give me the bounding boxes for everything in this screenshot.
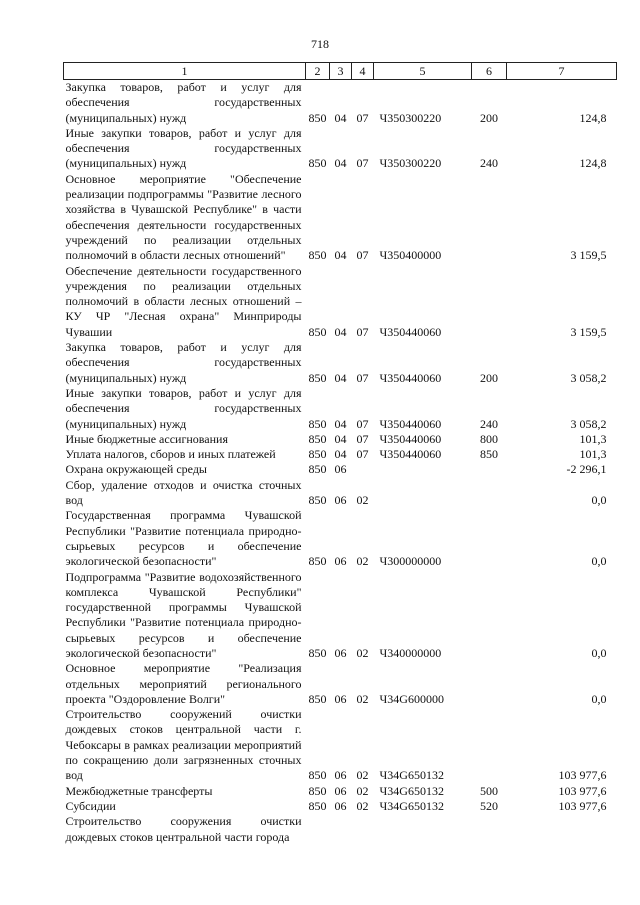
row-sum: 0,0 (591, 691, 607, 706)
row-sum: 124,8 (579, 110, 607, 125)
row-csr: Ч350400000 (379, 248, 442, 263)
row-sum: 101,3 (579, 447, 607, 462)
row-pr: 07 (356, 156, 369, 171)
table-row (64, 172, 617, 264)
row-gr: 850 (308, 431, 327, 446)
row-gr: 850 (308, 645, 327, 660)
row-pr (352, 814, 374, 845)
row-vr (472, 478, 507, 509)
row-vr: 500 (480, 783, 498, 798)
row-rz: 04 (334, 431, 347, 446)
row-gr: 850 (308, 493, 327, 508)
row-vr: 850 (480, 447, 498, 462)
row-rz: 06 (334, 691, 347, 706)
row-vr (472, 264, 507, 340)
row-rz: 06 (334, 768, 347, 783)
budget-table (63, 62, 617, 845)
column-header: 3 (330, 63, 352, 80)
row-name: Субсидии (65, 798, 116, 813)
column-header: 2 (306, 63, 330, 80)
column-header: 1 (64, 63, 306, 80)
table-row (64, 80, 617, 126)
row-sum: 124,8 (579, 156, 607, 171)
row-vr: 800 (480, 431, 498, 446)
row-pr: 02 (356, 783, 369, 798)
row-sum: 3 058,2 (570, 416, 607, 431)
table-row (64, 799, 617, 814)
row-rz: 04 (334, 110, 347, 125)
row-pr: 07 (356, 416, 369, 431)
row-sum: 3 058,2 (570, 370, 607, 385)
row-sum: 0,0 (591, 554, 607, 569)
row-gr: 850 (308, 156, 327, 171)
row-gr: 850 (308, 691, 327, 706)
row-name: Подпрограмма "Развитие водохозяйственного комплекса Чувашской Республики" государственной программы Чувашской Республики "Развитие потенциала природно-сырьевых ресурсов и обеспечение экологической безопасности" (65, 569, 302, 660)
row-rz: 06 (334, 645, 347, 660)
row-csr: Ч34G600000 (379, 691, 444, 706)
row-csr: Ч340000000 (379, 645, 442, 660)
table-row (64, 386, 617, 432)
row-csr: Ч350440060 (379, 324, 442, 339)
row-gr: 850 (308, 416, 327, 431)
column-header: 7 (507, 63, 617, 80)
row-rz: 06 (334, 554, 347, 569)
row-csr: Ч34G650132 (379, 768, 444, 783)
column-header: 5 (374, 63, 472, 80)
row-name: Иные бюджетные ассигнования (65, 431, 228, 446)
row-pr: 02 (356, 554, 369, 569)
row-vr (472, 661, 507, 707)
row-name: Закупка товаров, работ и услуг для обеспечения государственных (муниципальных) нужд (65, 80, 302, 125)
table-row (64, 478, 617, 509)
row-rz: 04 (334, 156, 347, 171)
row-pr: 07 (356, 248, 369, 263)
table-row (64, 447, 617, 462)
row-sum: 103 977,6 (558, 783, 607, 798)
table-row (64, 462, 617, 477)
row-csr: Ч350440060 (379, 416, 442, 431)
row-name: Обеспечение деятельности государственного учреждения по реализации отдельных полномочий в области лесных отношений – КУ ЧР "Лесная охрана" Минприроды Чувашии (65, 263, 302, 339)
row-rz (330, 814, 352, 845)
row-pr: 07 (356, 324, 369, 339)
column-header: 4 (352, 63, 374, 80)
row-rz: 04 (334, 248, 347, 263)
table-row (64, 432, 617, 447)
row-vr (472, 570, 507, 662)
row-pr: 07 (356, 431, 369, 446)
table-row (64, 570, 617, 662)
table-row (64, 661, 617, 707)
row-gr: 850 (308, 370, 327, 385)
row-sum: 0,0 (591, 493, 607, 508)
row-sum: 103 977,6 (558, 768, 607, 783)
row-vr (472, 508, 507, 569)
row-gr: 850 (308, 110, 327, 125)
row-name: Государственная программа Чувашской Республики "Развитие потенциала природно-сырьевых ресурсов и обеспечение экологической безопасности" (65, 508, 302, 569)
row-name: Охрана окружающей среды (65, 462, 207, 477)
row-name: Иные закупки товаров, работ и услуг для обеспечения государственных (муниципальных) нужд (65, 385, 302, 431)
table-row (64, 264, 617, 340)
table-row (64, 784, 617, 799)
row-csr (374, 814, 472, 845)
row-csr: Ч350440060 (379, 447, 442, 462)
row-name: Основное мероприятие "Реализация отдельных мероприятий регионального проекта "Оздоровление Волги" (65, 661, 302, 706)
row-csr (374, 478, 472, 509)
row-csr: Ч350440060 (379, 431, 442, 446)
header-row (64, 63, 617, 80)
row-rz: 06 (334, 783, 347, 798)
table-row (64, 126, 617, 172)
column-header: 6 (472, 63, 507, 80)
row-pr: 02 (356, 798, 369, 813)
row-csr: Ч350300220 (379, 156, 442, 171)
row-sum: 3 159,5 (570, 248, 607, 263)
row-rz: 04 (334, 416, 347, 431)
table-row (64, 707, 617, 783)
row-csr (374, 462, 472, 477)
row-gr: 850 (308, 324, 327, 339)
row-gr: 850 (308, 447, 327, 462)
row-csr: Ч350440060 (379, 370, 442, 385)
row-name: Строительство сооружений очистки дождевых стоков центральной части г. Чебоксары в рамках реализации мероприятий по сокращению доли загрязненных сточных вод (65, 707, 302, 783)
row-vr (472, 707, 507, 783)
row-vr (472, 172, 507, 264)
page-number: 718 (311, 37, 329, 51)
row-gr: 850 (308, 783, 327, 798)
row-sum: -2 296,1 (566, 462, 607, 477)
row-name: Межбюджетные трансферты (65, 783, 213, 798)
row-gr: 850 (308, 554, 327, 569)
row-sum: 0,0 (591, 645, 607, 660)
row-vr: 200 (480, 110, 498, 125)
row-name: Иные закупки товаров, работ и услуг для обеспечения государственных (муниципальных) нужд (65, 125, 302, 171)
row-gr: 850 (308, 798, 327, 813)
row-name: Сбор, удаление отходов и очистка сточных вод (65, 477, 302, 508)
row-csr: Ч300000000 (379, 554, 442, 569)
row-pr: 07 (356, 447, 369, 462)
row-vr: 200 (480, 370, 498, 385)
row-name: Строительство сооружения очистки дождевых стоков центральной части города (65, 814, 302, 844)
row-vr (472, 814, 507, 845)
row-gr (306, 814, 330, 845)
row-pr (352, 462, 374, 477)
row-csr: Ч34G650132 (379, 798, 444, 813)
row-csr: Ч350300220 (379, 110, 442, 125)
row-pr: 07 (356, 110, 369, 125)
row-pr: 02 (356, 645, 369, 660)
row-vr: 240 (480, 416, 498, 431)
row-csr: Ч34G650132 (379, 783, 444, 798)
row-sum: 101,3 (579, 431, 607, 446)
table-row (64, 340, 617, 386)
row-name: Закупка товаров, работ и услуг для обеспечения государственных (муниципальных) нужд (65, 340, 302, 385)
row-name: Основное мероприятие "Обеспечение реализации подпрограммы "Развитие лесного хозяйства в Чувашской Республике" в части обеспечения деятельности государственных учреждений по реализации отдельных полномочий в области лесных отношений" (65, 171, 302, 263)
row-pr: 02 (356, 493, 369, 508)
row-rz: 04 (334, 370, 347, 385)
row-name: Уплата налогов, сборов и иных платежей (65, 447, 276, 462)
row-pr: 02 (356, 691, 369, 706)
row-pr: 02 (356, 768, 369, 783)
row-rz: 06 (334, 493, 347, 508)
row-gr: 850 (308, 462, 327, 477)
row-gr: 850 (308, 768, 327, 783)
row-rz: 04 (334, 447, 347, 462)
row-vr (472, 462, 507, 477)
row-pr: 07 (356, 370, 369, 385)
row-vr: 520 (480, 798, 498, 813)
row-rz: 06 (334, 798, 347, 813)
row-sum: 3 159,5 (570, 324, 607, 339)
table-row (64, 814, 617, 845)
row-sum: 103 977,6 (558, 798, 607, 813)
row-vr: 240 (480, 156, 498, 171)
table-row (64, 508, 617, 569)
row-sum (507, 814, 617, 845)
row-rz: 06 (334, 462, 347, 477)
row-rz: 04 (334, 324, 347, 339)
row-gr: 850 (308, 248, 327, 263)
